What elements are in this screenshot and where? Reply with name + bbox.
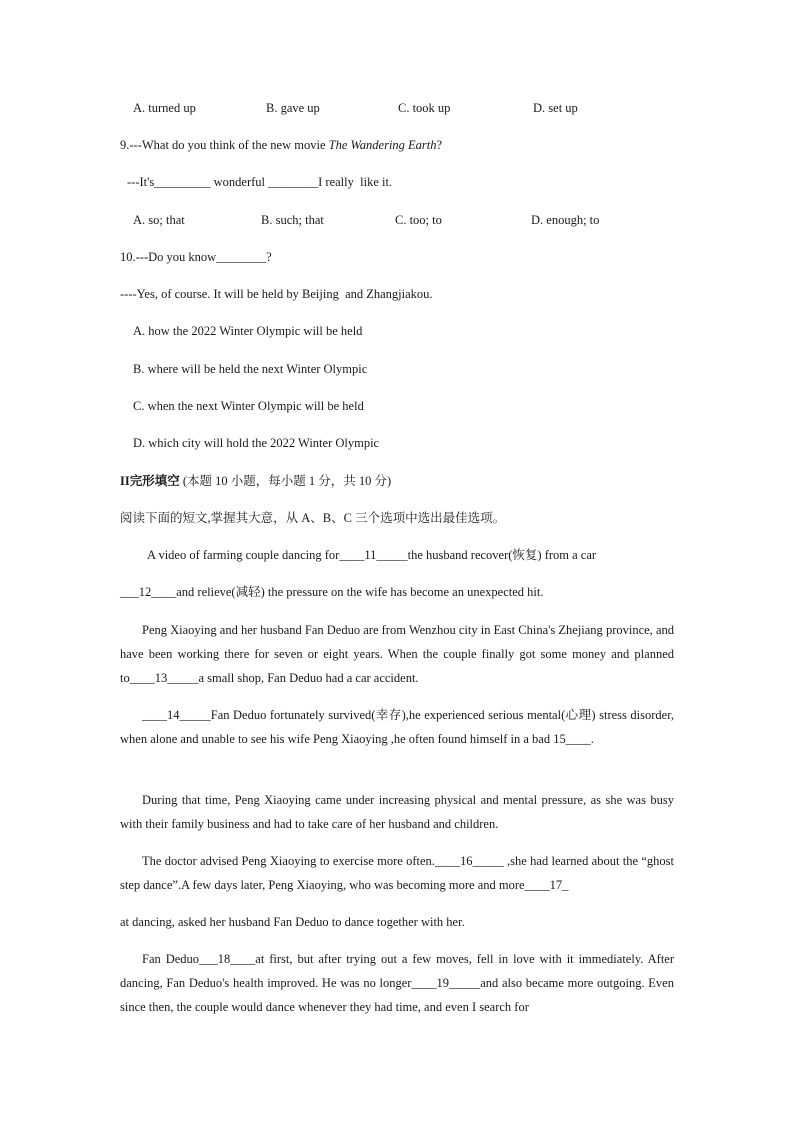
- q8-option-c: C. took up: [398, 101, 451, 115]
- p7-text-c: and also became more outgoing. Even since then, the couple would dance whenever they had time, and even I search for: [120, 976, 674, 1014]
- p7-text-a: Fan Deduo: [142, 952, 200, 966]
- passage-p1-line1: [147, 547, 596, 563]
- q9-option-b: B. such; that: [261, 213, 324, 227]
- q9-stem-prefix: 9.---What do you think of the new movie: [120, 138, 329, 152]
- q9-answer-prefix: ---It's: [127, 175, 155, 189]
- q9-answer-mid: wonderful: [210, 175, 269, 189]
- section-title-bold: II完形填空: [120, 474, 180, 488]
- q9-answer-suffix: I really like it.: [318, 175, 393, 189]
- blank-11: ____11_____: [339, 548, 408, 562]
- q9-option-d: D. enough; to: [531, 213, 600, 227]
- section-title: [120, 473, 391, 489]
- q9-blank-2: ________: [268, 175, 319, 189]
- passage-p6: at dancing, asked her husband Fan Deduo to dance together with her.: [120, 915, 465, 929]
- blank-12: ___12____: [120, 585, 177, 599]
- q10-option-d: D. which city will hold the 2022 Winter Olympic: [133, 436, 380, 450]
- q10-option-b: B. where will be held the next Winter Olympic: [133, 362, 368, 376]
- q9-stem: [120, 137, 442, 153]
- passage-p5: [120, 849, 674, 897]
- q10-option-a: A. how the 2022 Winter Olympic will be held: [133, 324, 363, 338]
- q10-blank: ________: [216, 250, 267, 264]
- p1-text-a: A video of farming couple dancing for: [147, 548, 340, 562]
- p2-text-b: a small shop, Fan Deduo had a car accident.: [198, 671, 419, 685]
- blank-19: ____19_____: [411, 976, 481, 990]
- blank-14: ____14_____: [142, 708, 211, 722]
- passage-p2: [120, 618, 674, 690]
- blank-18: ___18____: [199, 952, 256, 966]
- passage-p3: [120, 703, 674, 751]
- q10-option-c: C. when the next Winter Olympic will be held: [133, 399, 364, 413]
- q10-stem-suffix: ?: [266, 250, 272, 264]
- blank-13: ____13_____: [129, 671, 199, 685]
- p7-text-b: at first, but after trying out a few moves, fell in love with it immediately. After dancing, Fan Deduo's health improved. He was no longer: [120, 952, 675, 990]
- q10-answer: ----Yes, of course. It will be held by Beijing and Zhangjiakou.: [120, 287, 433, 301]
- p1-text-b: the husband recover(恢复) from a car: [407, 548, 597, 562]
- blank-15: 15____: [553, 732, 591, 746]
- q9-option-a: A. so; that: [133, 213, 185, 227]
- q10-stem-prefix: 10.---Do you know: [120, 250, 217, 264]
- q9-blank-1: _________: [154, 175, 211, 189]
- section-scoring: (本题 10 小题，每小题 1 分，共 10 分): [179, 474, 392, 488]
- p2-text-a: Peng Xiaoying and her husband Fan Deduo are from Wenzhou city in East China's Zhejiang province, and have been working there for seven or eight years. When the couple finally got some money and planned to: [120, 623, 674, 685]
- q10-stem: [120, 249, 272, 265]
- q9-stem-suffix: ?: [436, 138, 443, 152]
- p1-text-c: and relieve(减轻) the pressure on the wife has become an unexpected hit.: [176, 585, 544, 599]
- q8-option-a: A. turned up: [133, 101, 196, 115]
- p5-text-b: ,she had learned about the “ghost step dance”.A few days later, Peng Xiaoying, who was becoming more and more: [120, 854, 675, 892]
- q8-option-d: D. set up: [533, 101, 578, 115]
- q8-option-b: B. gave up: [266, 101, 320, 115]
- passage-p4: During that time, Peng Xiaoying came under increasing physical and mental pressure, as she was busy with their family business and had to take care of her husband and children.: [120, 793, 674, 831]
- q9-option-c: C. too; to: [395, 213, 442, 227]
- q9-movie-title: The Wandering Earth: [328, 138, 437, 152]
- blank-16: ____16_____: [434, 854, 504, 868]
- passage-p7: [120, 947, 674, 1019]
- passage-p1-line2: [120, 584, 543, 600]
- p3-text-b: .: [590, 732, 594, 746]
- p5-text-a: The doctor advised Peng Xiaoying to exercise more often.: [142, 854, 435, 868]
- section-instruction: 阅读下面的短文,掌握其大意，从 A、B、C 三个选项中选出最佳选项。: [120, 511, 506, 525]
- p3-text-a: Fan Deduo fortunately survived(幸存),he experienced serious mental(心理) stress disorder, when alone and unable to see his wife Peng Xiaoying ,he often found himself in a bad: [120, 708, 674, 746]
- blank-17: ____17_: [524, 878, 569, 892]
- q9-answer: [127, 174, 392, 190]
